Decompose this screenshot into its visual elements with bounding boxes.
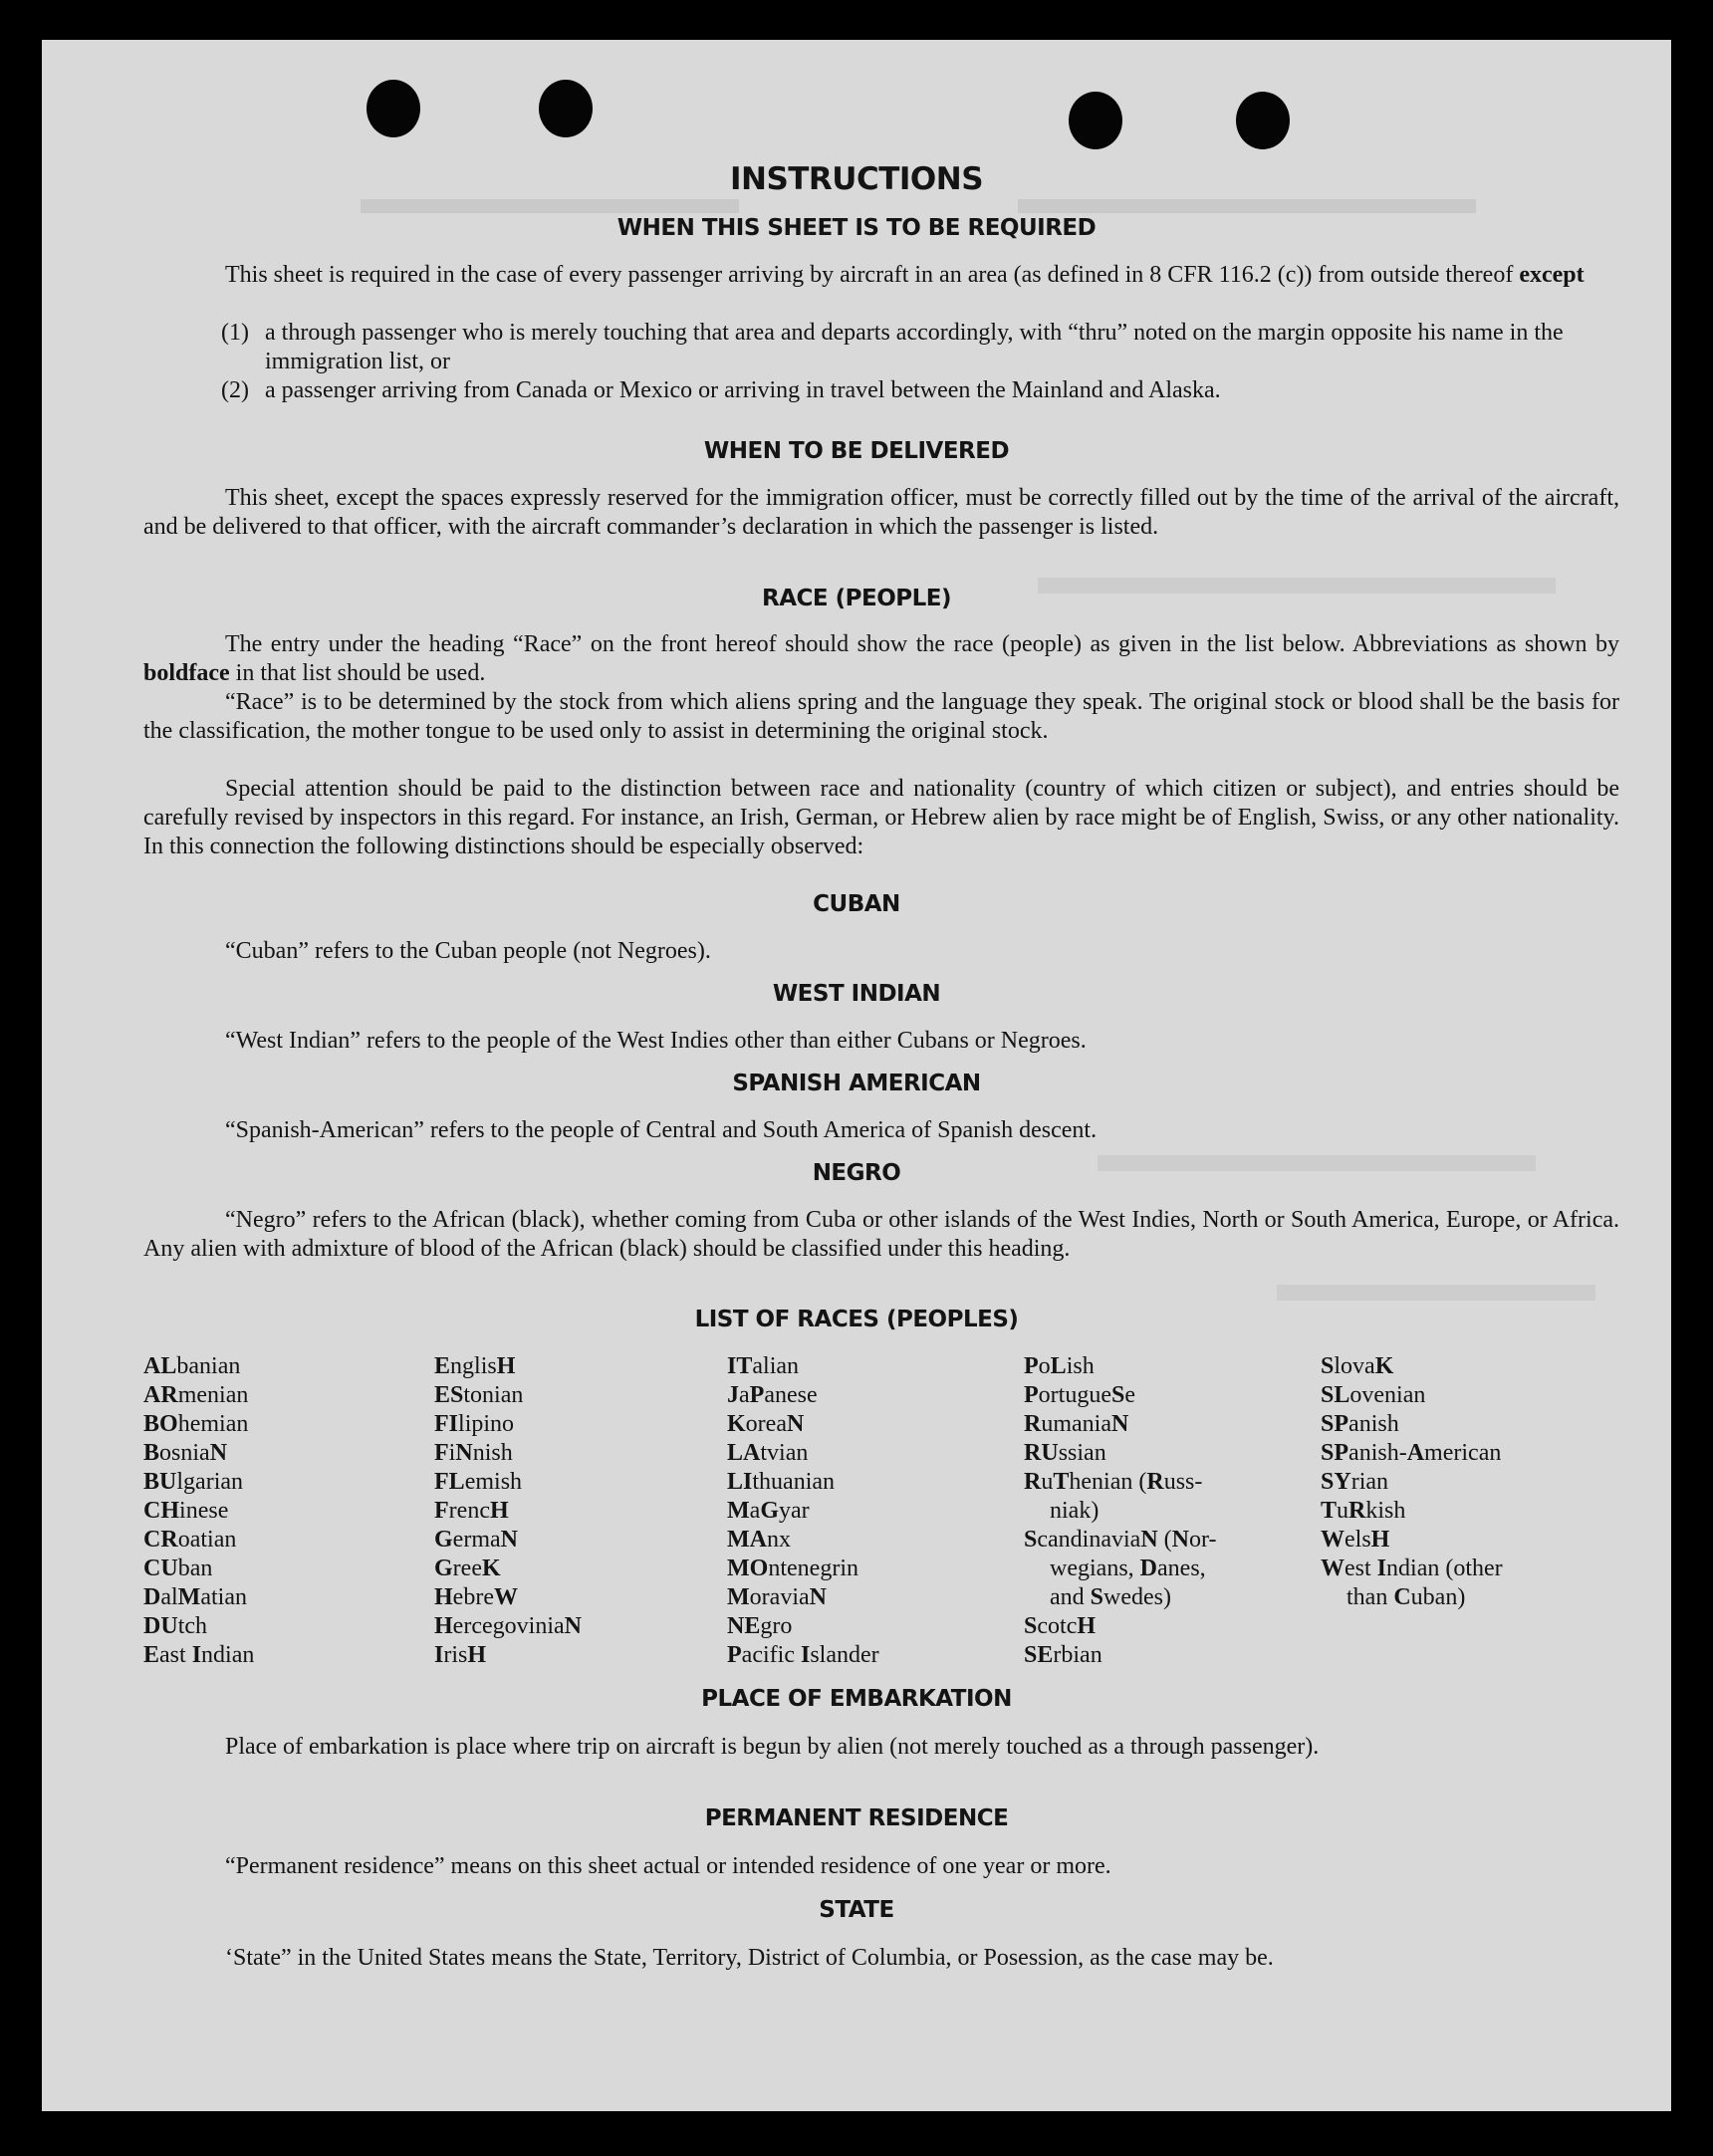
race-entry: FIlipino <box>434 1411 515 1437</box>
race-entry: West Indian (other <box>1321 1556 1503 1581</box>
race-entry: EnglisH <box>434 1353 516 1379</box>
race-entry: MaGyar <box>727 1498 810 1524</box>
race-entry: MAnx <box>727 1527 791 1553</box>
races-column-3 <box>727 1352 879 1670</box>
races-column-4 <box>1024 1352 1217 1670</box>
race-entry: BOhemian <box>143 1411 249 1437</box>
race-entry: TuRkish <box>1321 1498 1406 1524</box>
section-heading-embarkation: PLACE OF EMBARKATION <box>701 1686 1012 1712</box>
item-text: a through passenger who is merely touching that area and departs accordingly, with “thru” noted on the margin opposite his name in the immigration list, or <box>265 320 1564 374</box>
race-entry: KoreaN <box>727 1411 805 1437</box>
race-entry: FLemish <box>434 1469 523 1495</box>
race-entry: SPanish-American <box>1321 1440 1502 1466</box>
race-entry: BosniaN <box>143 1440 228 1466</box>
race-entry: RuThenian (Russ- <box>1024 1469 1203 1495</box>
races-column-2 <box>434 1352 582 1670</box>
when-required-intro <box>143 261 1619 290</box>
section-heading-when-required: WHEN THIS SHEET IS TO BE REQUIRED <box>616 215 1097 241</box>
page-title: INSTRUCTIONS <box>729 161 984 197</box>
bleed-through-mark <box>361 199 739 213</box>
race-entry: LIthuanian <box>727 1469 836 1495</box>
race-entry: MOntenegrin <box>727 1556 858 1581</box>
race-p1-boldface: boldface <box>143 660 230 686</box>
punch-hole <box>1236 92 1290 149</box>
race-entry: SPanish <box>1321 1411 1399 1437</box>
race-entry: GreeK <box>434 1556 501 1581</box>
item-number: (1) <box>221 320 249 346</box>
race-entry: than Cuban) <box>1346 1584 1466 1610</box>
race-entry: HercegoviniaN <box>434 1613 582 1639</box>
item-number: (2) <box>221 377 249 403</box>
race-entry: ALbanian <box>143 1353 241 1379</box>
races-column-5 <box>1321 1352 1503 1612</box>
document-page <box>42 40 1671 2111</box>
when-delivered-text: This sheet, except the spaces expressly reserved for the immigration officer, must be correctly filled out by the time of the arrival of the aircraft, and be delivered to that officer, with the aircraft commander’s declaration in which the passenger is listed. <box>143 485 1619 540</box>
punch-hole <box>367 80 420 137</box>
race-entry: niak) <box>1050 1498 1100 1524</box>
race-entry: HebreW <box>434 1584 518 1610</box>
race-paragraph-2: “Race” is to be determined by the stock from which aliens spring and the language they speak. The original stock or blood shall be the basis for the classification, the mother tongue to be used only to assist in determining the original stock. <box>143 689 1619 744</box>
cuban-text: “Cuban” refers to the Cuban people (not Negroes). <box>225 938 711 964</box>
race-entry: BUlgarian <box>143 1469 244 1495</box>
race-paragraph-3: Special attention should be paid to the distinction between race and nationality (country of which citizen or subject), and entries should be carefully revised by inspectors in this regard. For instance, an Irish, German, or Hebrew alien by race might be of English, Swiss, or any other nationality. In this connection the following distinctions should be especially observed: <box>143 776 1619 859</box>
race-entry: JaPanese <box>727 1382 818 1408</box>
when-required-item-1 <box>221 319 1619 376</box>
west-indian-text: “West Indian” refers to the people of the West Indies other than either Cubans or Negroes. <box>225 1028 1087 1054</box>
punch-hole <box>1069 92 1122 149</box>
bleed-through-mark <box>1018 199 1476 213</box>
item-text: a passenger arriving from Canada or Mexico or arriving in travel between the Mainland and Alaska. <box>265 377 1221 403</box>
race-entry: DalMatian <box>143 1584 247 1610</box>
race-entry: SErbian <box>1024 1642 1102 1668</box>
race-entry: IrisH <box>434 1642 487 1668</box>
section-heading-spanish-american: SPANISH AMERICAN <box>732 1071 981 1096</box>
race-entry: NEgro <box>727 1613 793 1639</box>
races-column-1 <box>143 1352 254 1670</box>
race-entry: ARmenian <box>143 1382 249 1408</box>
race-entry: and Swedes) <box>1050 1584 1172 1610</box>
when-required-item-2 <box>221 376 1619 405</box>
race-entry: East Indian <box>143 1642 255 1668</box>
race-entry: RumaniaN <box>1024 1411 1129 1437</box>
race-entry: GermaN <box>434 1527 518 1553</box>
race-entry: Pacific Islander <box>727 1642 879 1668</box>
when-required-except: except <box>1519 262 1585 288</box>
when-required-intro-text: This sheet is required in the case of every passenger arriving by aircraft in an area (as defined in 8 CFR 116.2 (c)) from outside thereof <box>225 262 1520 288</box>
race-entry: WelsH <box>1321 1527 1390 1553</box>
punch-hole <box>539 80 593 137</box>
race-entry: SLovenian <box>1321 1382 1426 1408</box>
negro-text: “Negro” refers to the African (black), whether coming from Cuba or other islands of the West Indies, North or South America, Europe, or Africa. Any alien with admixture of blood of the African (black) should be classified under this heading. <box>143 1207 1619 1262</box>
embarkation-text: Place of embarkation is place where trip on aircraft is begun by alien (not merely touched as a through passenger). <box>225 1734 1320 1760</box>
section-heading-permanent-residence: PERMANENT RESIDENCE <box>704 1805 1009 1831</box>
section-heading-cuban: CUBAN <box>813 891 900 917</box>
race-entry: ITalian <box>727 1353 800 1379</box>
race-entry: MoraviaN <box>727 1584 827 1610</box>
spanish-american-text: “Spanish-American” refers to the people of Central and South America of Spanish descent. <box>225 1117 1098 1143</box>
race-entry: FrencH <box>434 1498 509 1524</box>
section-heading-negro: NEGRO <box>812 1160 901 1186</box>
bleed-through-mark <box>1277 1285 1595 1301</box>
race-entry: CRoatian <box>143 1527 237 1553</box>
race-entry: DUtch <box>143 1613 208 1639</box>
race-entry: LAtvian <box>727 1440 809 1466</box>
race-p1-text-b: in that list should be used. <box>229 660 486 686</box>
race-entry: EStonian <box>434 1382 524 1408</box>
race-entry: PoLish <box>1024 1353 1095 1379</box>
section-heading-when-delivered: WHEN TO BE DELIVERED <box>703 438 1010 464</box>
permanent-residence-text: “Permanent residence” means on this sheet actual or intended residence of one year or more. <box>225 1853 1111 1879</box>
section-heading-list-of-races: LIST OF RACES (PEOPLES) <box>694 1307 1019 1332</box>
race-entry: wegians, Danes, <box>1050 1556 1206 1581</box>
race-entry: CUban <box>143 1556 213 1581</box>
section-heading-west-indian: WEST INDIAN <box>772 981 941 1007</box>
race-entry: FiNnish <box>434 1440 513 1466</box>
section-heading-race: RACE (PEOPLE) <box>762 586 951 611</box>
race-entry: SlovaK <box>1321 1353 1394 1379</box>
race-entry: PortugueSe <box>1024 1382 1136 1408</box>
race-paragraph-1 <box>143 630 1619 688</box>
section-heading-state: STATE <box>819 1897 894 1923</box>
state-text: ‘State” in the United States means the State, Territory, District of Columbia, or Posession, as the case may be. <box>225 1945 1274 1971</box>
race-entry: CHinese <box>143 1498 229 1524</box>
race-entry: ScotcH <box>1024 1613 1097 1639</box>
race-entry: SYrian <box>1321 1469 1389 1495</box>
race-p1-text-a: The entry under the heading “Race” on the front hereof should show the race (people) as given in the list below. Abbreviations as shown by <box>225 631 1619 657</box>
race-entry: ScandinaviaN (Nor- <box>1024 1527 1217 1553</box>
race-entry: RUssian <box>1024 1440 1106 1466</box>
